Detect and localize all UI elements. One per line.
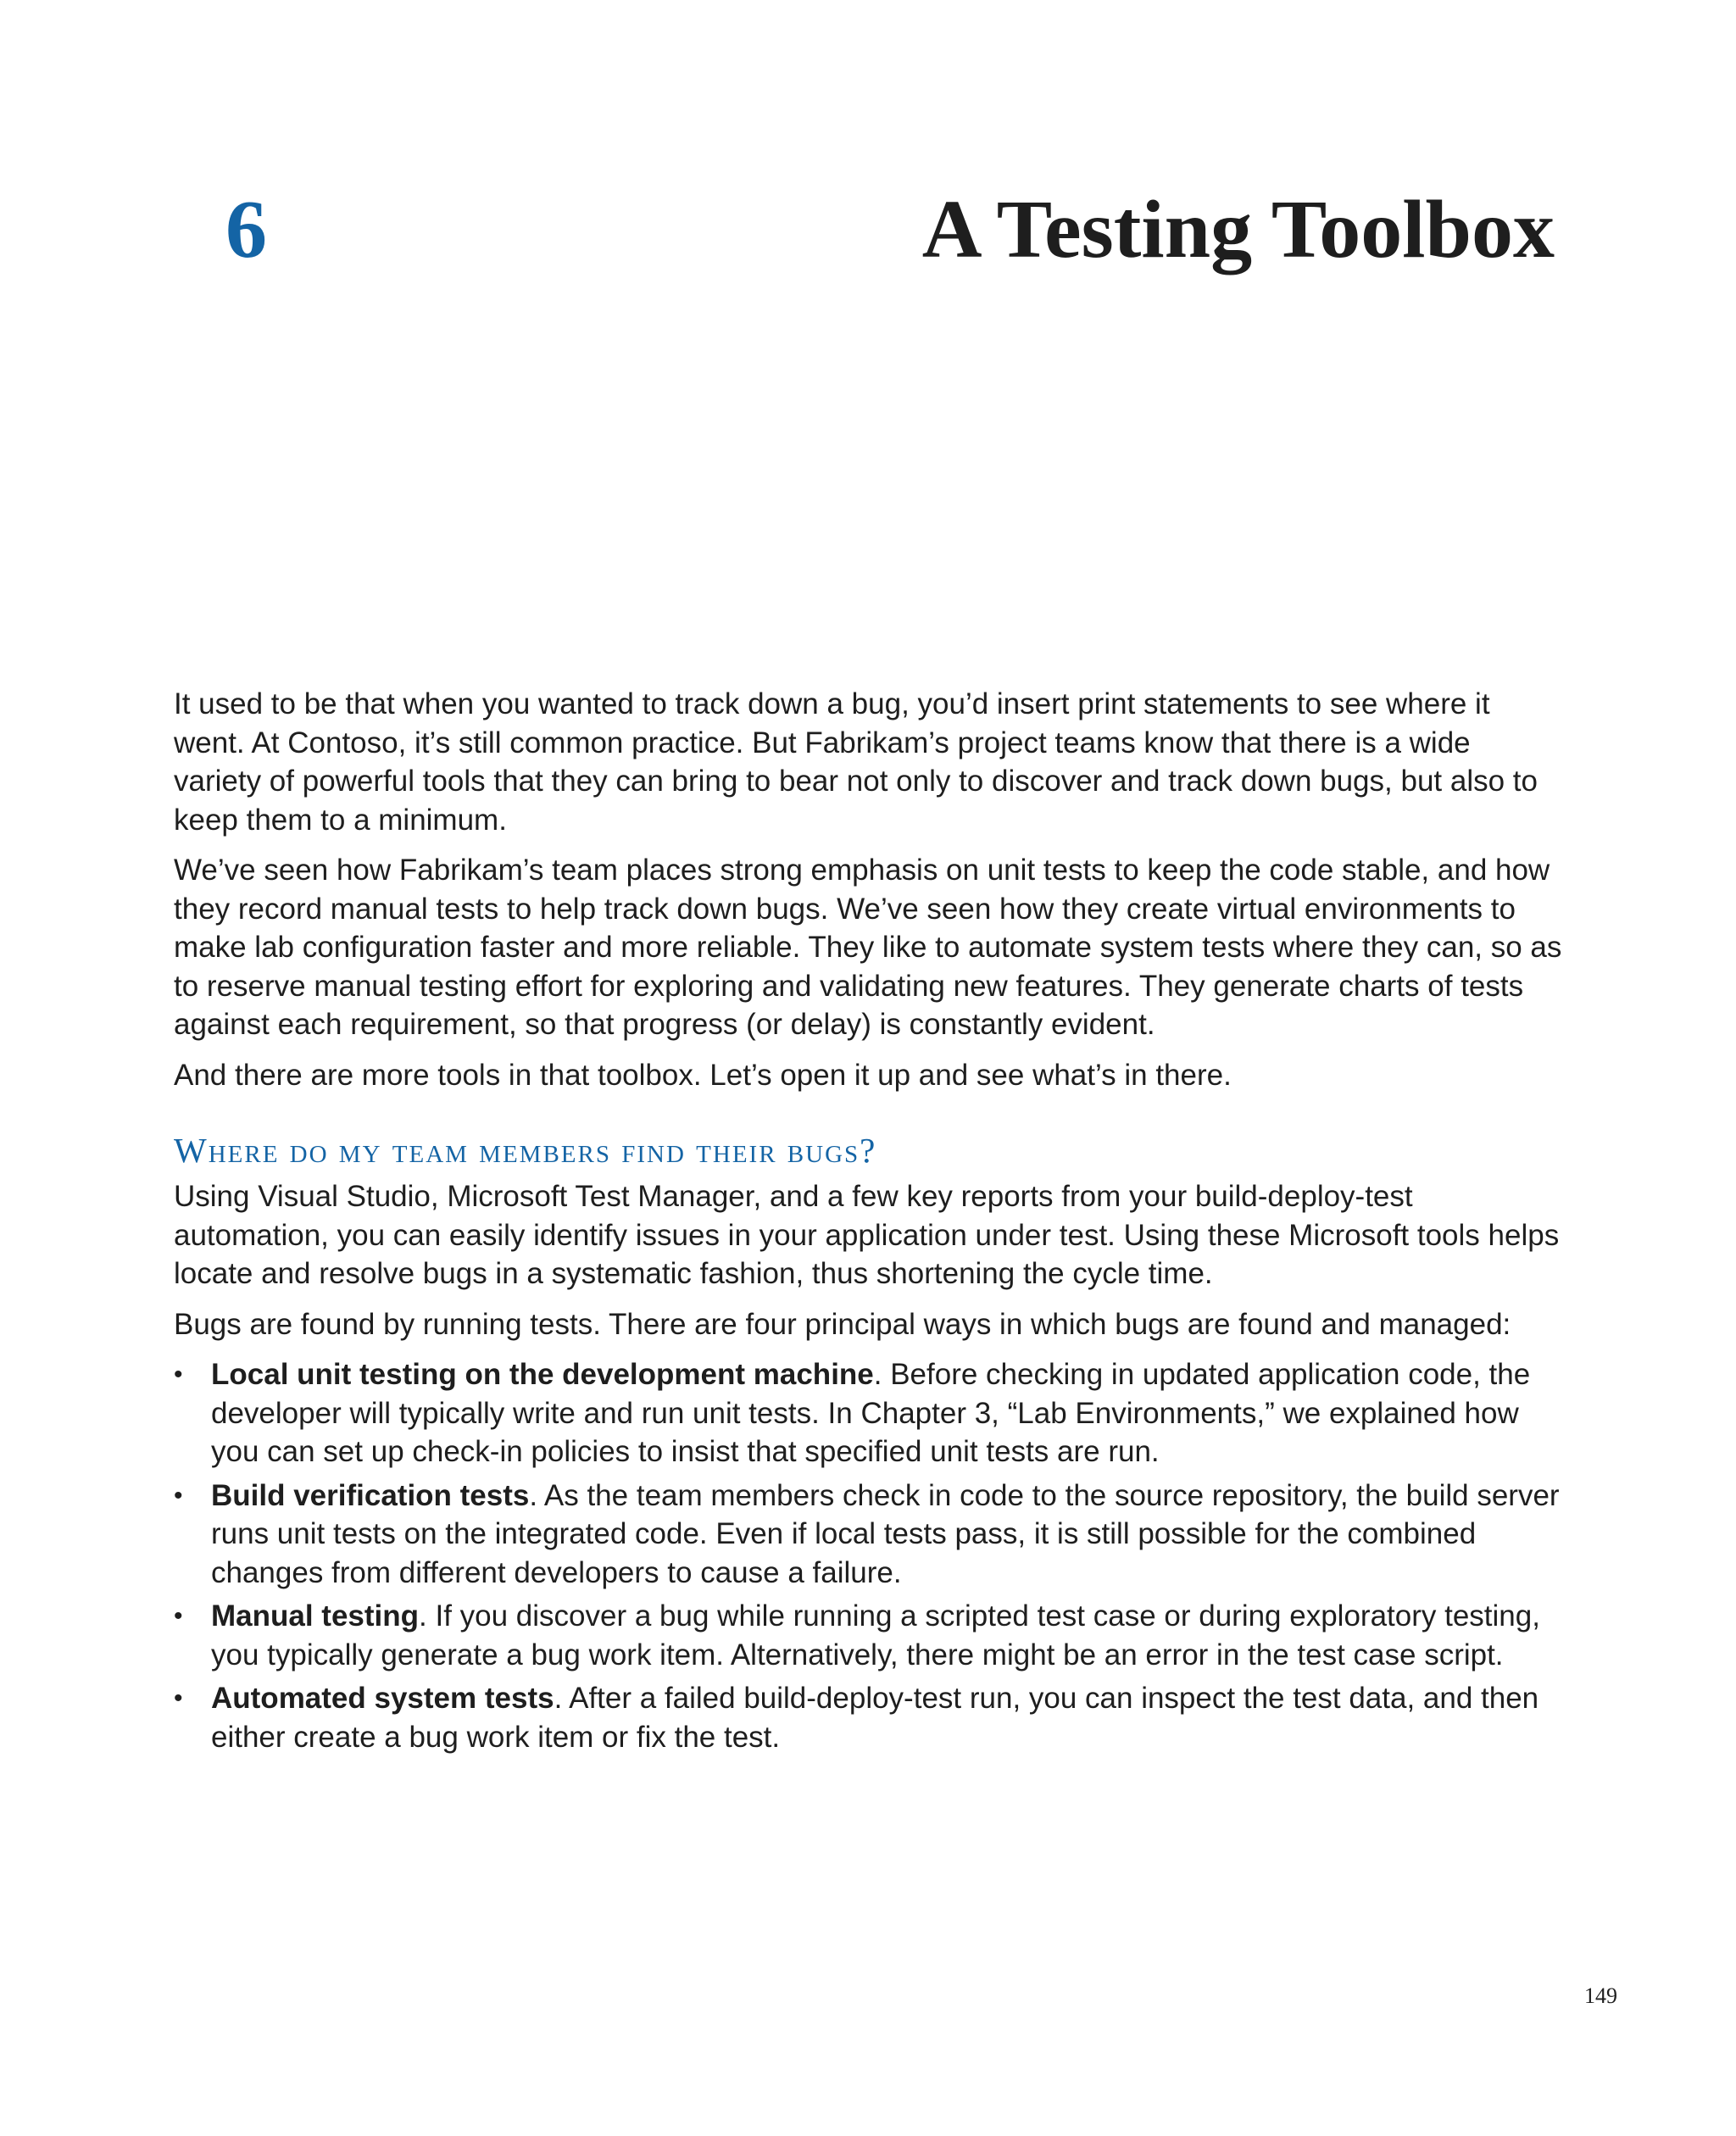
bullet-item [174,1477,1564,1593]
bullet-item [174,1355,1564,1471]
bullet-term: Manual testing [211,1599,420,1633]
section-paragraph: Using Visual Studio, Microsoft Test Manager, and a few key reports from your build-deploy-test automation, you can easily identify issues in your application under test. Using these Microsoft tools helps locate and resolve bugs in a systematic fashion, thus shortening the cycle time. [174,1180,1560,1290]
bullet-text: . If you discover a bug while running a scripted test case or during exploratory testing, you typically generate a bug work item. Alternatively, there might be an error in the test case script. [211,1599,1540,1672]
chapter-number: 6 [225,184,267,275]
bullet-term: Local unit testing on the development machine [211,1358,874,1391]
bullet-list [174,1355,1564,1756]
bullet-term: Build verification tests [211,1478,530,1512]
bullet-text: . As the team members check in code to the source repository, the build server runs unit tests on the integrated code. Even if local tests pass, it is still possible for the combined changes from different developers to cause a failure. [211,1478,1560,1589]
intro-paragraph: It used to be that when you wanted to track down a bug, you’d insert print statements to see where it went. At Contoso, it’s still common practice. But Fabrikam’s project teams know that there is a wide variety of powerful tools that they can bring to bear not only to discover and track down bugs, but also to keep them to a minimum. [174,687,1538,837]
bullet-icon: • [174,1602,183,1630]
bullet-item [174,1597,1564,1674]
bullet-text: . Before checking in updated application code, the developer will typically write and run unit tests. In Chapter 3, “Lab Environments,” we explained how you can set up check-in policies to insist that specified unit tests are run. [211,1358,1531,1468]
section-paragraph: Bugs are found by running tests. There are four principal ways in which bugs are found and managed: [174,1307,1511,1341]
page-number: 149 [1584,1983,1617,2008]
bullet-icon: • [174,1360,183,1388]
intro-paragraph: And there are more tools in that toolbox. Let’s open it up and see what’s in there. [174,1058,1232,1092]
chapter-title: A Testing Toolbox [921,184,1555,275]
intro-paragraph: We’ve seen how Fabrikam’s team places strong emphasis on unit tests to keep the code stable, and how they record manual tests to help track down bugs. We’ve seen how they create virtual environments to make lab configuration faster and more reliable. They like to automate system tests where they can, so as to reserve manual testing effort for exploring and validating new features. They generate charts of tests against each requirement, so that progress (or delay) is constantly evident. [174,854,1562,1041]
bullet-icon: • [174,1684,183,1712]
bullet-item [174,1679,1564,1756]
bullet-term: Automated system tests [211,1682,554,1715]
section-heading: Where do my team members find their bugs? [174,1131,877,1170]
bullet-icon: • [174,1481,183,1510]
bullet-text: . After a failed build-deploy-test run, you can inspect the test data, and then either create a bug work item or fix the test. [211,1682,1539,1754]
page-body [174,685,1564,1761]
